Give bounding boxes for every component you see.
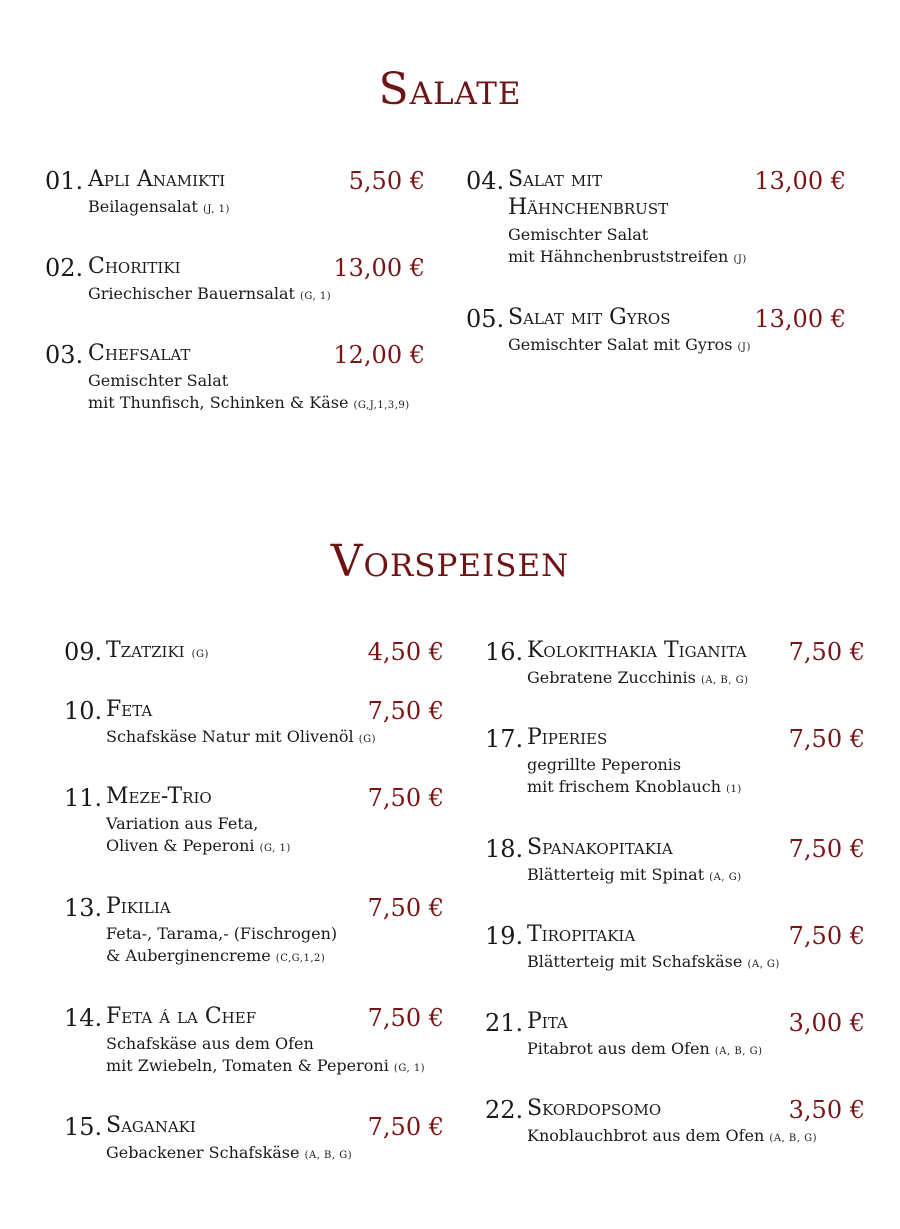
item-number: 13. bbox=[64, 894, 103, 922]
section-title-vorspeisen: Vorspeisen bbox=[330, 536, 570, 587]
menu-item bbox=[64, 696, 444, 783]
item-description: Knoblauchbrot aus dem Ofen bbox=[527, 1126, 765, 1145]
item-allergens: (A, B, G) bbox=[714, 1046, 763, 1057]
item-price: 3,00 € bbox=[788, 1009, 865, 1037]
item-number: 21. bbox=[485, 1009, 524, 1037]
item-allergens: (J) bbox=[737, 342, 751, 353]
menu-item bbox=[485, 637, 865, 724]
item-allergens: (J) bbox=[733, 254, 747, 265]
item-allergens: (1) bbox=[726, 784, 742, 795]
item-allergens: (G, 1) bbox=[259, 843, 291, 854]
item-number: 22. bbox=[485, 1096, 524, 1124]
item-allergens: (G) bbox=[191, 649, 209, 660]
item-description: Gemischter Salat mit Gyros bbox=[508, 335, 733, 354]
item-price: 7,50 € bbox=[367, 894, 444, 922]
item-description: Blätterteig mit Spinat bbox=[527, 865, 705, 884]
item-name: Pikilia bbox=[106, 894, 171, 919]
menu-item bbox=[64, 893, 444, 1003]
menu-item bbox=[45, 340, 425, 417]
item-allergens: (J, 1) bbox=[202, 204, 230, 215]
menu-item bbox=[64, 1003, 444, 1112]
item-description: Gemischter Salat bbox=[508, 225, 649, 244]
item-allergens: (A, G) bbox=[747, 959, 780, 970]
item-description-line2: mit Thunfisch, Schinken & Käse bbox=[88, 393, 349, 412]
item-number: 01. bbox=[45, 167, 84, 195]
item-number: 16. bbox=[485, 638, 524, 666]
item-description: Blätterteig mit Schafskäse bbox=[527, 952, 743, 971]
item-number: 15. bbox=[64, 1113, 103, 1141]
item-name: Spanakopitakia bbox=[527, 835, 673, 860]
item-number: 09. bbox=[64, 638, 103, 666]
salate-column-left bbox=[45, 166, 425, 417]
item-name-line2: Hähnchenbrust bbox=[508, 195, 669, 220]
item-number: 18. bbox=[485, 835, 524, 863]
item-name: Salat mit Gyros bbox=[508, 305, 671, 330]
item-allergens: (G, 1) bbox=[300, 291, 332, 302]
item-name: Feta bbox=[106, 697, 153, 722]
item-name: Feta á la Chef bbox=[106, 1004, 257, 1029]
menu-item bbox=[485, 834, 865, 921]
menu-item bbox=[466, 304, 846, 359]
item-allergens: (G) bbox=[358, 734, 377, 745]
item-allergens: (A, G) bbox=[709, 872, 742, 883]
item-number: 03. bbox=[45, 341, 84, 369]
item-number: 14. bbox=[64, 1004, 103, 1032]
item-description: Schafskäse aus dem Ofen bbox=[106, 1034, 314, 1053]
item-price: 7,50 € bbox=[367, 784, 444, 812]
item-description: Pitabrot aus dem Ofen bbox=[527, 1039, 710, 1058]
item-allergens: (G,J,1,3,9) bbox=[353, 400, 410, 411]
item-price: 7,50 € bbox=[367, 1113, 444, 1141]
item-price: 13,00 € bbox=[754, 305, 846, 333]
item-name: Chefsalat bbox=[88, 341, 191, 366]
item-name: Piperies bbox=[527, 725, 608, 750]
section-title-salate: Salate bbox=[378, 64, 522, 115]
item-price: 7,50 € bbox=[788, 922, 865, 950]
item-price: 13,00 € bbox=[333, 254, 425, 282]
item-description-line2: Oliven & Peperoni bbox=[106, 836, 255, 855]
item-name: Pita bbox=[527, 1009, 568, 1034]
item-price: 7,50 € bbox=[367, 697, 444, 725]
item-number: 11. bbox=[64, 784, 103, 812]
item-name: Tiropitakia bbox=[527, 922, 636, 947]
item-description: Gebratene Zucchinis bbox=[527, 668, 696, 687]
item-allergens: (A, B, G) bbox=[304, 1150, 353, 1161]
item-price: 7,50 € bbox=[788, 638, 865, 666]
vorspeisen-column-right bbox=[485, 637, 865, 1150]
item-allergens: (G, 1) bbox=[393, 1063, 426, 1074]
item-name-line1: Salat mit bbox=[508, 167, 603, 192]
item-description: Variation aus Feta, bbox=[106, 814, 259, 833]
item-price: 7,50 € bbox=[788, 725, 865, 753]
item-name bbox=[508, 166, 668, 222]
item-price: 3,50 € bbox=[788, 1096, 865, 1124]
item-description: Gebackener Schafskäse bbox=[106, 1143, 300, 1162]
item-number: 17. bbox=[485, 725, 524, 753]
item-price: 13,00 € bbox=[754, 167, 846, 195]
item-price: 7,50 € bbox=[788, 835, 865, 863]
vorspeisen-column-left bbox=[64, 637, 444, 1167]
item-number: 02. bbox=[45, 254, 84, 282]
item-description-line2: mit frischem Knoblauch bbox=[527, 777, 722, 796]
item-number: 10. bbox=[64, 697, 103, 725]
menu-item bbox=[45, 166, 425, 253]
item-name: Skordopsomo bbox=[527, 1096, 662, 1121]
item-name: Meze-Trio bbox=[106, 784, 212, 809]
item-description: gegrillte Peperonis bbox=[527, 755, 682, 774]
item-name: Apli Anamikti bbox=[88, 167, 226, 192]
item-price: 5,50 € bbox=[348, 167, 425, 195]
item-price: 12,00 € bbox=[333, 341, 425, 369]
menu-item bbox=[45, 253, 425, 340]
item-name: Saganaki bbox=[106, 1113, 196, 1138]
salate-column-right bbox=[466, 166, 846, 359]
menu-item bbox=[485, 724, 865, 834]
item-allergens: (A, B, G) bbox=[769, 1133, 817, 1144]
item-description-line2: mit Hähnchenbruststreifen bbox=[508, 247, 729, 266]
item-allergens: (C,G,1,2) bbox=[275, 953, 326, 964]
menu-item bbox=[485, 1008, 865, 1095]
menu-item bbox=[64, 637, 444, 696]
item-description: Griechischer Bauernsalat bbox=[88, 284, 295, 303]
item-description: Feta-, Tarama,- (Fischrogen) bbox=[106, 924, 338, 943]
menu-item bbox=[466, 166, 846, 304]
item-description: Schafskäse Natur mit Olivenöl bbox=[106, 727, 354, 746]
menu-item bbox=[64, 1112, 444, 1167]
item-description: Gemischter Salat bbox=[88, 371, 229, 390]
menu-item bbox=[485, 1095, 865, 1150]
item-name: Choritiki bbox=[88, 254, 181, 279]
item-description: Beilagensalat bbox=[88, 197, 198, 216]
menu-item bbox=[64, 783, 444, 893]
item-name: Kolokithakia Tiganita bbox=[527, 638, 747, 663]
menu-item bbox=[485, 921, 865, 1008]
item-number: 19. bbox=[485, 922, 524, 950]
item-name: Tzatziki (G) bbox=[106, 638, 209, 663]
item-description-line2: & Auberginencreme bbox=[106, 946, 271, 965]
item-number: 05. bbox=[466, 305, 505, 333]
item-price: 4,50 € bbox=[367, 638, 444, 666]
item-allergens: (A, B, G) bbox=[700, 675, 749, 686]
item-description-line2: mit Zwiebeln, Tomaten & Peperoni bbox=[106, 1056, 389, 1075]
item-price: 7,50 € bbox=[367, 1004, 444, 1032]
item-number: 04. bbox=[466, 167, 505, 195]
